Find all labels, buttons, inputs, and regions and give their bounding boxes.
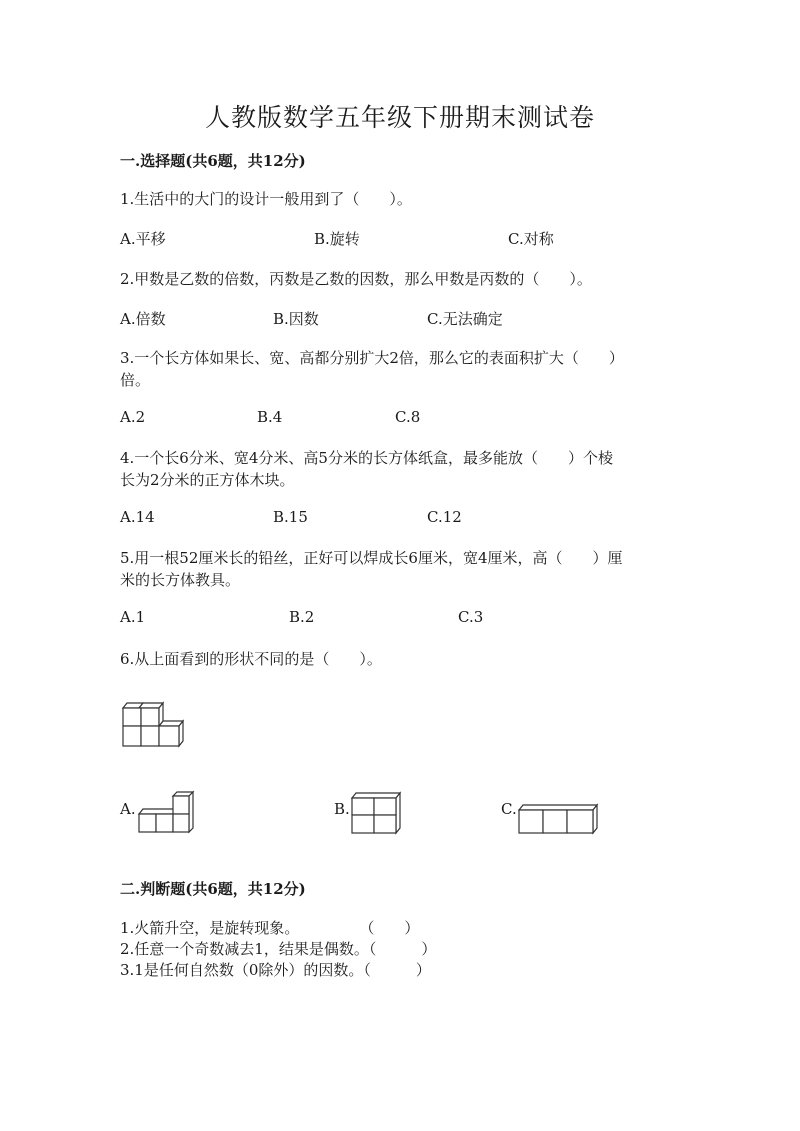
q2-option-b[interactable]: B.因数 — [273, 310, 319, 328]
exam-title: 人教版数学五年级下册期末测试卷 — [204, 103, 595, 132]
q4-option-c[interactable]: C.12 — [427, 508, 462, 526]
question-5-line-2: 米的长方体教具。 — [120, 571, 241, 589]
question-6: 6.从上面看到的形状不同的是（ ）。 — [120, 650, 382, 668]
q5-option-c[interactable]: C.3 — [458, 608, 484, 626]
question-4-line-1: 4.一个长6分米、宽4分米、高5分米的长方体纸盒，最多能放（ ）个棱 — [120, 449, 613, 467]
question-2: 2.甲数是乙数的倍数，丙数是乙数的因数，那么甲数是丙数的（ ）。 — [120, 270, 592, 288]
q6-option-c-figure[interactable] — [517, 804, 601, 836]
q1-option-c[interactable]: C.对称 — [508, 230, 554, 248]
q5-option-a[interactable]: A.1 — [120, 608, 146, 626]
q6-option-a[interactable]: A. — [120, 800, 136, 818]
section-heading-judgment: 二.判断题(共6题，共12分) — [120, 880, 306, 898]
q2-option-c[interactable]: C.无法确定 — [427, 310, 503, 328]
q3-option-b[interactable]: B.4 — [257, 408, 283, 426]
q3-option-a[interactable]: A.2 — [120, 408, 146, 426]
judgment-item-2: 2.任意一个奇数减去1，结果是偶数。（ ） — [120, 940, 437, 958]
q6-option-c[interactable]: C. — [501, 800, 517, 818]
q6-option-a-figure[interactable] — [137, 792, 197, 836]
question-3-line-1: 3.一个长方体如果长、宽、高都分别扩大2倍，那么它的表面积扩大（ ） — [120, 349, 624, 367]
q6-option-b-figure[interactable] — [350, 792, 406, 836]
q4-option-b[interactable]: B.15 — [273, 508, 308, 526]
section-heading-choice: 一.选择题(共6题，共12分) — [120, 152, 306, 170]
question-3-line-2: 倍。 — [120, 371, 151, 389]
q3-option-c[interactable]: C.8 — [395, 408, 421, 426]
q6-option-b[interactable]: B. — [334, 800, 350, 818]
q6-reference-figure — [120, 702, 190, 750]
q4-option-a[interactable]: A.14 — [120, 508, 155, 526]
judgment-item-1: 1.火箭升空，是旋转现象。 （ ） — [120, 919, 420, 937]
q5-option-b[interactable]: B.2 — [289, 608, 315, 626]
q1-option-b[interactable]: B.旋转 — [314, 230, 360, 248]
question-1: 1.生活中的大门的设计一般用到了（ ）。 — [120, 190, 412, 208]
judgment-item-3: 3.1是任何自然数（0除外）的因数。（ ） — [120, 961, 431, 979]
question-5-line-1: 5.用一根52厘米长的铅丝，正好可以焊成长6厘米，宽4厘米，高（ ）厘 — [120, 549, 623, 567]
question-4-line-2: 长为2分米的正方体木块。 — [120, 471, 295, 489]
q1-option-a[interactable]: A.平移 — [120, 230, 166, 248]
q2-option-a[interactable]: A.倍数 — [120, 310, 166, 328]
